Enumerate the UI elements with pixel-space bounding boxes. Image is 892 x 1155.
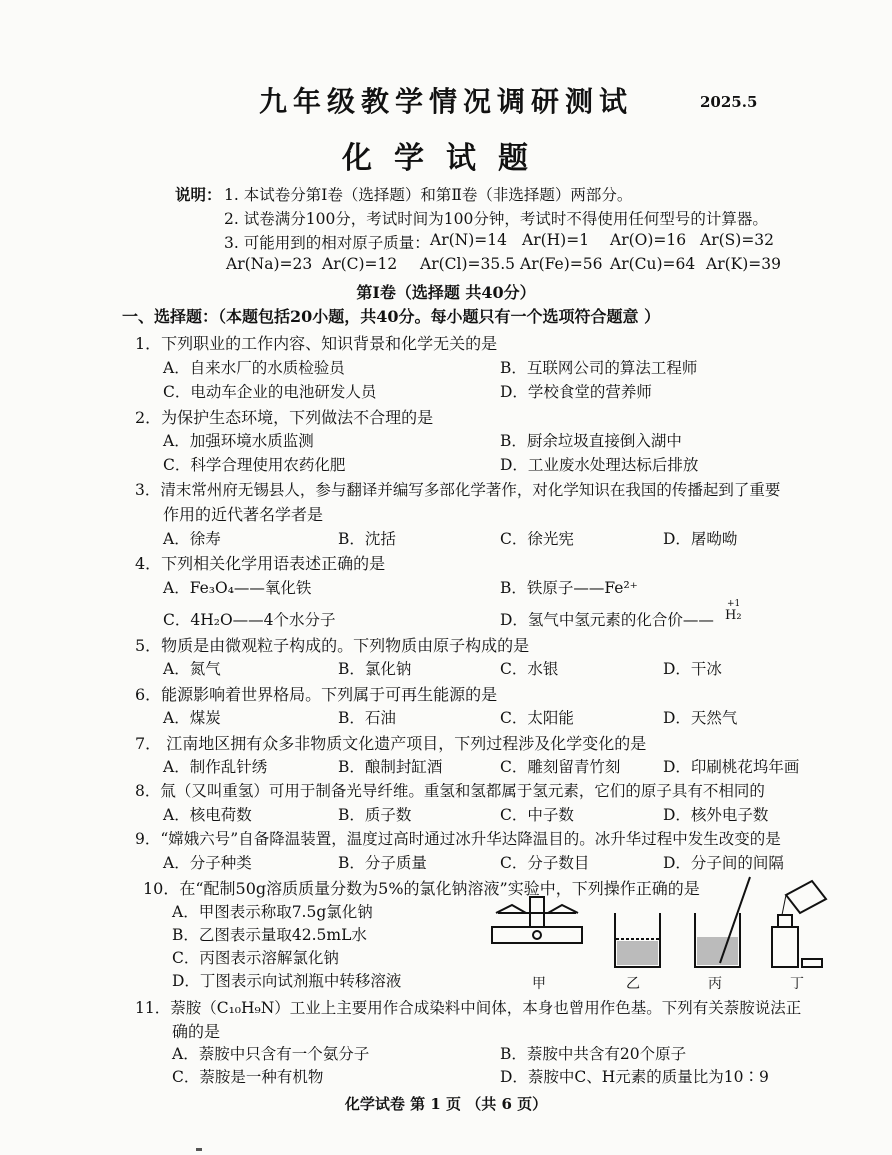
page-footer: 化学试卷 第 1 页 （共 6 页） bbox=[344, 1095, 548, 1113]
notes-label: 说明： bbox=[175, 185, 222, 204]
option-c[interactable]: C．雕刻留青竹刻 bbox=[500, 758, 621, 776]
mass-fe: Ar(Fe)=56 bbox=[520, 255, 603, 273]
beaker-with-glass-rod-icon bbox=[695, 877, 750, 967]
note-1: 1. 本试卷分第Ⅰ卷（选择题）和第Ⅱ卷（非选择题）两部分。 bbox=[224, 186, 633, 204]
question-stem-continued: 确的是 bbox=[172, 1022, 221, 1041]
exam-date: 2025.5 bbox=[700, 93, 758, 111]
mass-cl: Ar(Cl)=35.5 bbox=[420, 255, 516, 273]
option-c[interactable]: C．电动车企业的电池研发人员 bbox=[163, 383, 377, 401]
option-b[interactable]: B．萘胺中共含有20个原子 bbox=[500, 1045, 687, 1063]
option-c[interactable]: C．中子数 bbox=[500, 806, 574, 824]
option-c[interactable]: C．科学合理使用农药化肥 bbox=[163, 456, 346, 474]
option-d[interactable]: D．印刷桃花坞年画 bbox=[663, 758, 800, 776]
option-a[interactable]: A．制作乱针绣 bbox=[163, 758, 268, 776]
option-b[interactable]: B．铁原子——Fe²⁺ bbox=[500, 579, 638, 597]
option-b[interactable]: B．厨余垃圾直接倒入湖中 bbox=[500, 432, 682, 450]
note-2: 2. 试卷满分100分，考试时间为100分钟，考试时不得使用任何型号的计算器。 bbox=[224, 210, 768, 228]
option-d[interactable]: D．学校食堂的营养师 bbox=[500, 383, 652, 401]
question-stem: 3．清末常州府无锡县人，参与翻译并编写多部化学著作，对化学知识在我国的传播起到了重要 bbox=[135, 481, 781, 499]
question-stem: 4．下列相关化学用语表述正确的是 bbox=[135, 554, 386, 573]
option-c[interactable]: C．4H₂O——4个水分子 bbox=[163, 611, 336, 629]
section-title: 第Ⅰ卷（选择题 共40分） bbox=[356, 283, 536, 302]
option-d[interactable]: D．屠呦呦 bbox=[663, 530, 738, 548]
question-stem: 11．萘胺（C₁₀H₉N）工业上主要用作合成染料中间体，本身也曾用作色基。下列有关萘胺说法正 bbox=[135, 999, 802, 1017]
option-a[interactable]: A．氮气 bbox=[163, 660, 221, 678]
mass-o: Ar(O)=16 bbox=[610, 231, 687, 249]
exam-title: 九年级教学情况调研测试 bbox=[258, 85, 633, 118]
graduated-cylinder-beaker-icon bbox=[615, 913, 660, 967]
option-b[interactable]: B．酿制封缸酒 bbox=[338, 758, 443, 776]
option-a[interactable]: A．萘胺中只含有一个氨分子 bbox=[172, 1045, 370, 1063]
figure-label-ding: 丁 bbox=[790, 976, 804, 992]
question-stem-continued: 作用的近代著名学者是 bbox=[163, 505, 324, 524]
option-a[interactable]: A．Fe₃O₄——氧化铁 bbox=[163, 579, 312, 597]
question-stem: 10．在“配制50g溶质质量分数为5%的氯化钠溶液”实验中，下列操作正确的是 bbox=[143, 879, 700, 898]
option-a[interactable]: A．核电荷数 bbox=[163, 806, 252, 824]
option-a[interactable]: A．分子种类 bbox=[163, 854, 252, 872]
option-b[interactable]: B．石油 bbox=[338, 709, 396, 727]
option-d[interactable]: D．萘胺中C、H元素的质量比为10∶9 bbox=[500, 1068, 769, 1086]
option-c[interactable]: C．萘胺是一种有机物 bbox=[172, 1068, 324, 1086]
scan-mark bbox=[196, 1148, 202, 1151]
option-d[interactable]: D．干冰 bbox=[663, 660, 722, 678]
option-b[interactable]: B．沈括 bbox=[338, 530, 396, 548]
lab-operations-figure bbox=[490, 875, 830, 975]
option-c[interactable]: C．丙图表示溶解氯化钠 bbox=[172, 949, 339, 967]
option-a[interactable]: A．煤炭 bbox=[163, 709, 221, 727]
balance-icon bbox=[492, 897, 582, 943]
option-d[interactable]: D．天然气 bbox=[663, 709, 738, 727]
option-c[interactable]: C．水银 bbox=[500, 660, 559, 678]
option-c[interactable]: C．徐光宪 bbox=[500, 530, 574, 548]
question-stem: 8．氚（又叫重氢）可用于制备光导纤维。重氢和氢都属于氢元素，它们的原子具有不相同的 bbox=[135, 782, 765, 800]
option-d[interactable]: D．分子间的间隔 bbox=[663, 854, 784, 872]
section-heading: 一、选择题：（本题包括20小题，共40分。每小题只有一个选项符合题意 ） bbox=[122, 307, 661, 326]
figure-label-jia: 甲 bbox=[532, 976, 546, 992]
question-stem: 7． 江南地区拥有众多非物质文化遗产项目，下列过程涉及化学变化的是 bbox=[135, 734, 647, 753]
valence-symbol: H₂ bbox=[725, 608, 742, 623]
question-stem: 6．能源影响着世界格局。下列属于可再生能源的是 bbox=[135, 685, 498, 704]
option-a[interactable]: A．甲图表示称取7.5g氯化钠 bbox=[172, 903, 373, 921]
option-d[interactable]: D．核外电子数 bbox=[663, 806, 769, 824]
option-b[interactable]: B．乙图表示量取42.5mL水 bbox=[172, 926, 367, 944]
figure-label-bing: 丙 bbox=[708, 976, 722, 992]
option-a[interactable]: A．加强环境水质监测 bbox=[163, 432, 314, 450]
note-3: 3. 可能用到的相对原子质量： bbox=[224, 234, 430, 252]
mass-s: Ar(S)=32 bbox=[700, 231, 775, 249]
option-c[interactable]: C．分子数目 bbox=[500, 854, 590, 872]
mass-h: Ar(H)=1 bbox=[522, 231, 590, 249]
option-d[interactable]: D．氢气中氢元素的化合价—— bbox=[500, 611, 714, 629]
mass-cu: Ar(Cu)=64 bbox=[610, 255, 696, 273]
option-b[interactable]: B．互联网公司的算法工程师 bbox=[500, 359, 698, 377]
valence-sign: +1 bbox=[727, 599, 741, 609]
question-stem: 2．为保护生态环境，下列做法不合理的是 bbox=[135, 408, 434, 427]
mass-k: Ar(K)=39 bbox=[706, 255, 781, 273]
reagent-bottle-pouring-icon bbox=[772, 881, 826, 967]
option-b[interactable]: B．氯化钠 bbox=[338, 660, 412, 678]
question-stem: 1．下列职业的工作内容、知识背景和化学无关的是 bbox=[135, 334, 498, 353]
figure-label-yi: 乙 bbox=[626, 976, 640, 992]
mass-c: Ar(C)=12 bbox=[322, 255, 398, 273]
mass-n: Ar(N)=14 bbox=[430, 231, 507, 249]
question-stem: 5．物质是由微观粒子构成的。下列物质由原子构成的是 bbox=[135, 636, 530, 655]
exam-subject: 化学试题 bbox=[342, 141, 550, 176]
option-a[interactable]: A．徐寿 bbox=[163, 530, 221, 548]
option-b[interactable]: B．分子质量 bbox=[338, 854, 427, 872]
question-stem: 9．“嫦娥六号”自备降温装置，温度过高时通过冰升华达降温目的。冰升华过程中发生改变的是 bbox=[135, 830, 781, 848]
option-c[interactable]: C．太阳能 bbox=[500, 709, 574, 727]
mass-na: Ar(Na)=23 bbox=[226, 255, 313, 273]
option-d[interactable]: D．丁图表示向试剂瓶中转移溶液 bbox=[172, 972, 402, 990]
option-d[interactable]: D．工业废水处理达标后排放 bbox=[500, 456, 699, 474]
option-a[interactable]: A．自来水厂的水质检验员 bbox=[163, 359, 345, 377]
option-b[interactable]: B．质子数 bbox=[338, 806, 412, 824]
